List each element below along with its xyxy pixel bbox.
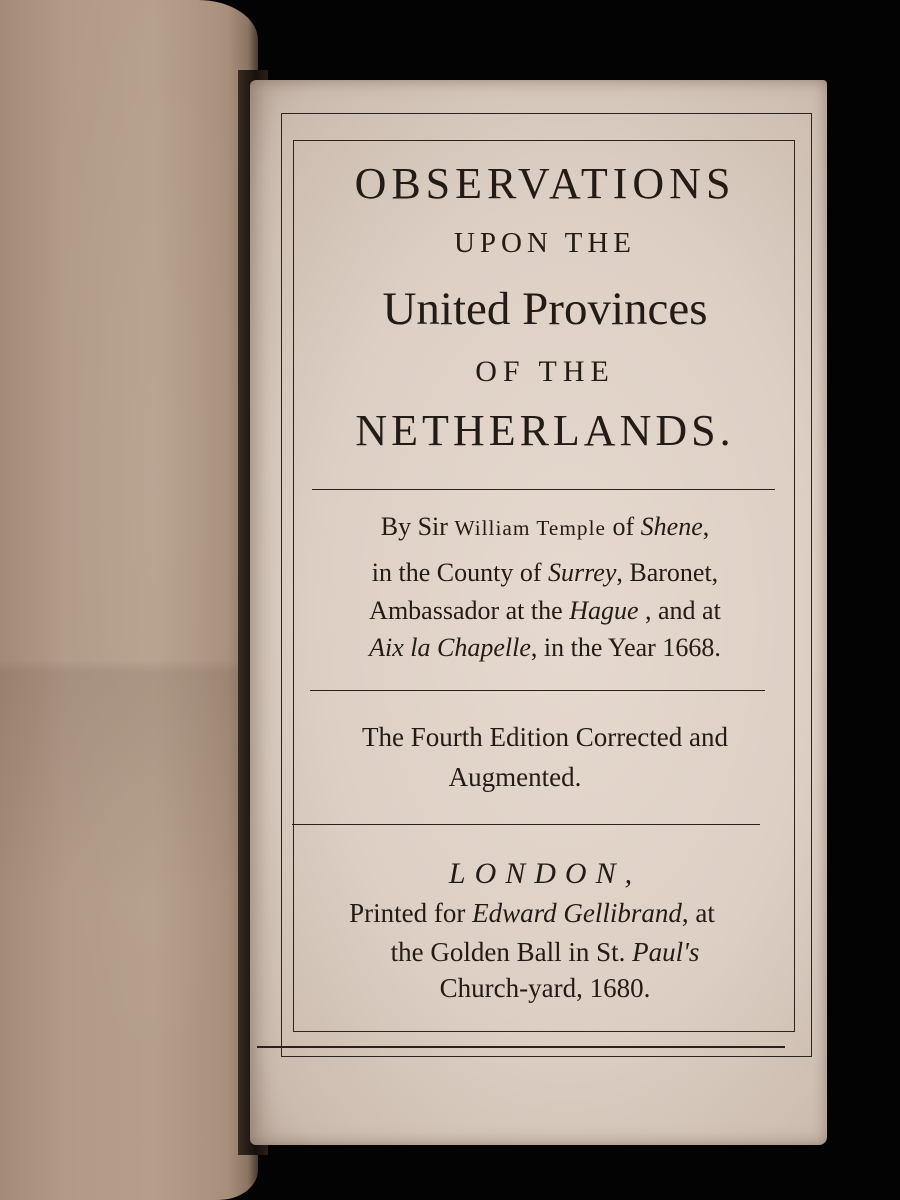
divider-rule-2 [310, 690, 765, 691]
ambassador-suffix: , and at [638, 596, 721, 625]
title-line-2: UPON THE [453, 227, 637, 259]
printed-for: Printed for [349, 898, 473, 928]
author-of: of [605, 512, 641, 541]
divider-rule-1 [312, 489, 775, 490]
bottom-rule [257, 1046, 785, 1048]
title-line-1: OBSERVATIONS [354, 159, 736, 208]
imprint-line-4: Church-yard, 1680. [439, 973, 651, 1003]
author-name: William Temple [454, 516, 606, 540]
hague-name: Hague [569, 596, 639, 625]
board-texture [0, 0, 258, 1200]
author-line-4 [300, 633, 790, 663]
title-line-5: NETHERLANDS. [355, 406, 735, 455]
title-line-3: United Provinces [382, 283, 708, 335]
book-board [0, 0, 258, 1200]
author-by: By Sir [380, 512, 455, 541]
printer-name: Edward Gellibrand [472, 898, 682, 928]
county-name: Surrey [548, 558, 617, 587]
printer-suffix: , at [681, 898, 715, 928]
year-text: , in the Year 1668. [530, 633, 721, 662]
author-line-2 [300, 558, 790, 588]
pauls-name: Paul's [632, 937, 700, 967]
edition-line-2: Augmented. [448, 762, 582, 792]
county-prefix: in the County of [371, 558, 549, 587]
title-line-4: OF THE [475, 355, 615, 388]
edition-line-1: The Fourth Edition Corrected and [362, 722, 728, 752]
aix-name: Aix la Chapelle [369, 633, 531, 662]
ambassador-prefix: Ambassador at the [369, 596, 570, 625]
author-comma: , [702, 512, 710, 541]
imprint-line-3 [300, 937, 790, 968]
imprint-city: LONDON, [448, 857, 642, 890]
author-line-1 [300, 512, 790, 542]
imprint-line-2 [292, 898, 772, 929]
county-suffix: , Baronet, [616, 558, 719, 587]
divider-rule-3 [292, 824, 760, 825]
golden-ball: the Golden Ball in St. [390, 937, 633, 967]
author-line-3 [300, 596, 790, 626]
author-place: Shene [640, 512, 703, 541]
